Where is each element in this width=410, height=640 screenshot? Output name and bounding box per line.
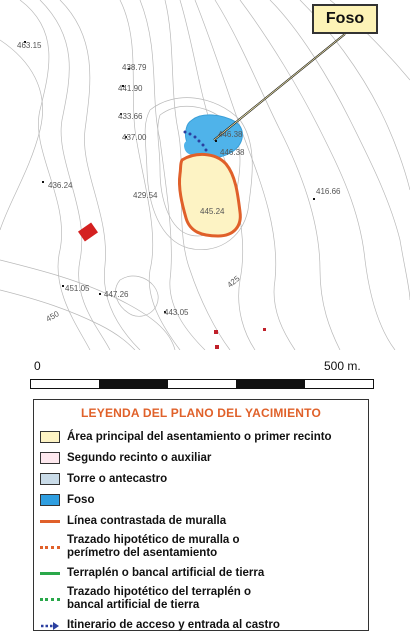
swatch-tower [40, 473, 60, 485]
legend-label: perímetro del asentamiento [67, 547, 218, 559]
legend-label: Área principal del asentamiento o primer recinto [67, 430, 332, 443]
elev-label: 425 [225, 274, 242, 290]
scale-end-label: 500 m. [324, 359, 361, 373]
elev-label: 416.66 [316, 187, 341, 196]
legend-item [40, 616, 364, 634]
elev-label: 441.90 [118, 84, 143, 93]
elev-label: 436.24 [48, 181, 73, 190]
legend-label: Trazado hipotético del terraplén o [67, 586, 252, 598]
elev-label: 447.26 [104, 290, 129, 299]
legend-label: Línea contrastada de muralla [67, 514, 227, 527]
legend-item [40, 491, 364, 509]
swatch-second-enclosure [40, 452, 60, 464]
legend-item [40, 470, 364, 488]
elev-label: 446.38 [220, 148, 245, 157]
legend-label: Itinerario de acceso y entrada al castro [67, 618, 280, 631]
legend-label: Trazado hipotético de muralla o [67, 534, 240, 546]
scale-bar [30, 379, 374, 389]
dotted-wall-symbol [40, 546, 60, 549]
legend-label: Foso [67, 493, 95, 506]
elev-label: 445.24 [200, 207, 225, 216]
elev-label: 443.05 [164, 308, 189, 317]
access-arrow-icon [40, 619, 60, 631]
elev-label: 437.00 [122, 133, 147, 142]
legend-item [40, 428, 364, 446]
legend-item [40, 564, 364, 582]
swatch-main-area [40, 431, 60, 443]
legend-title: LEYENDA DEL PLANO DEL YACIMIENTO [81, 406, 321, 420]
legend-label: Terraplén o bancal artificial de tierra [67, 566, 265, 579]
dotted-terrace-symbol [40, 598, 60, 601]
foso-callout [312, 4, 378, 34]
elev-label: 446.38 [218, 130, 243, 139]
legend-item [40, 512, 364, 530]
elev-label: 451.05 [65, 284, 90, 293]
legend-label: Torre o antecastro [67, 472, 168, 485]
legend-item [40, 533, 364, 561]
legend [33, 399, 369, 631]
callout-label: Foso [325, 10, 365, 27]
elev-label: 438.79 [122, 63, 147, 72]
line-wall-symbol [40, 520, 60, 523]
swatch-foso [40, 494, 60, 506]
legend-label: Segundo recinto o auxiliar [67, 451, 212, 464]
line-terrace-symbol [40, 572, 60, 575]
elev-label: 450 [44, 309, 61, 324]
elev-label: 433.66 [118, 112, 143, 121]
legend-item [40, 449, 364, 467]
legend-item [40, 585, 364, 613]
legend-label: bancal artificial de tierra [67, 599, 200, 611]
scale-start-label: 0 [34, 359, 41, 373]
elev-label: 463.15 [17, 41, 42, 50]
elev-label: 429.54 [133, 191, 158, 200]
